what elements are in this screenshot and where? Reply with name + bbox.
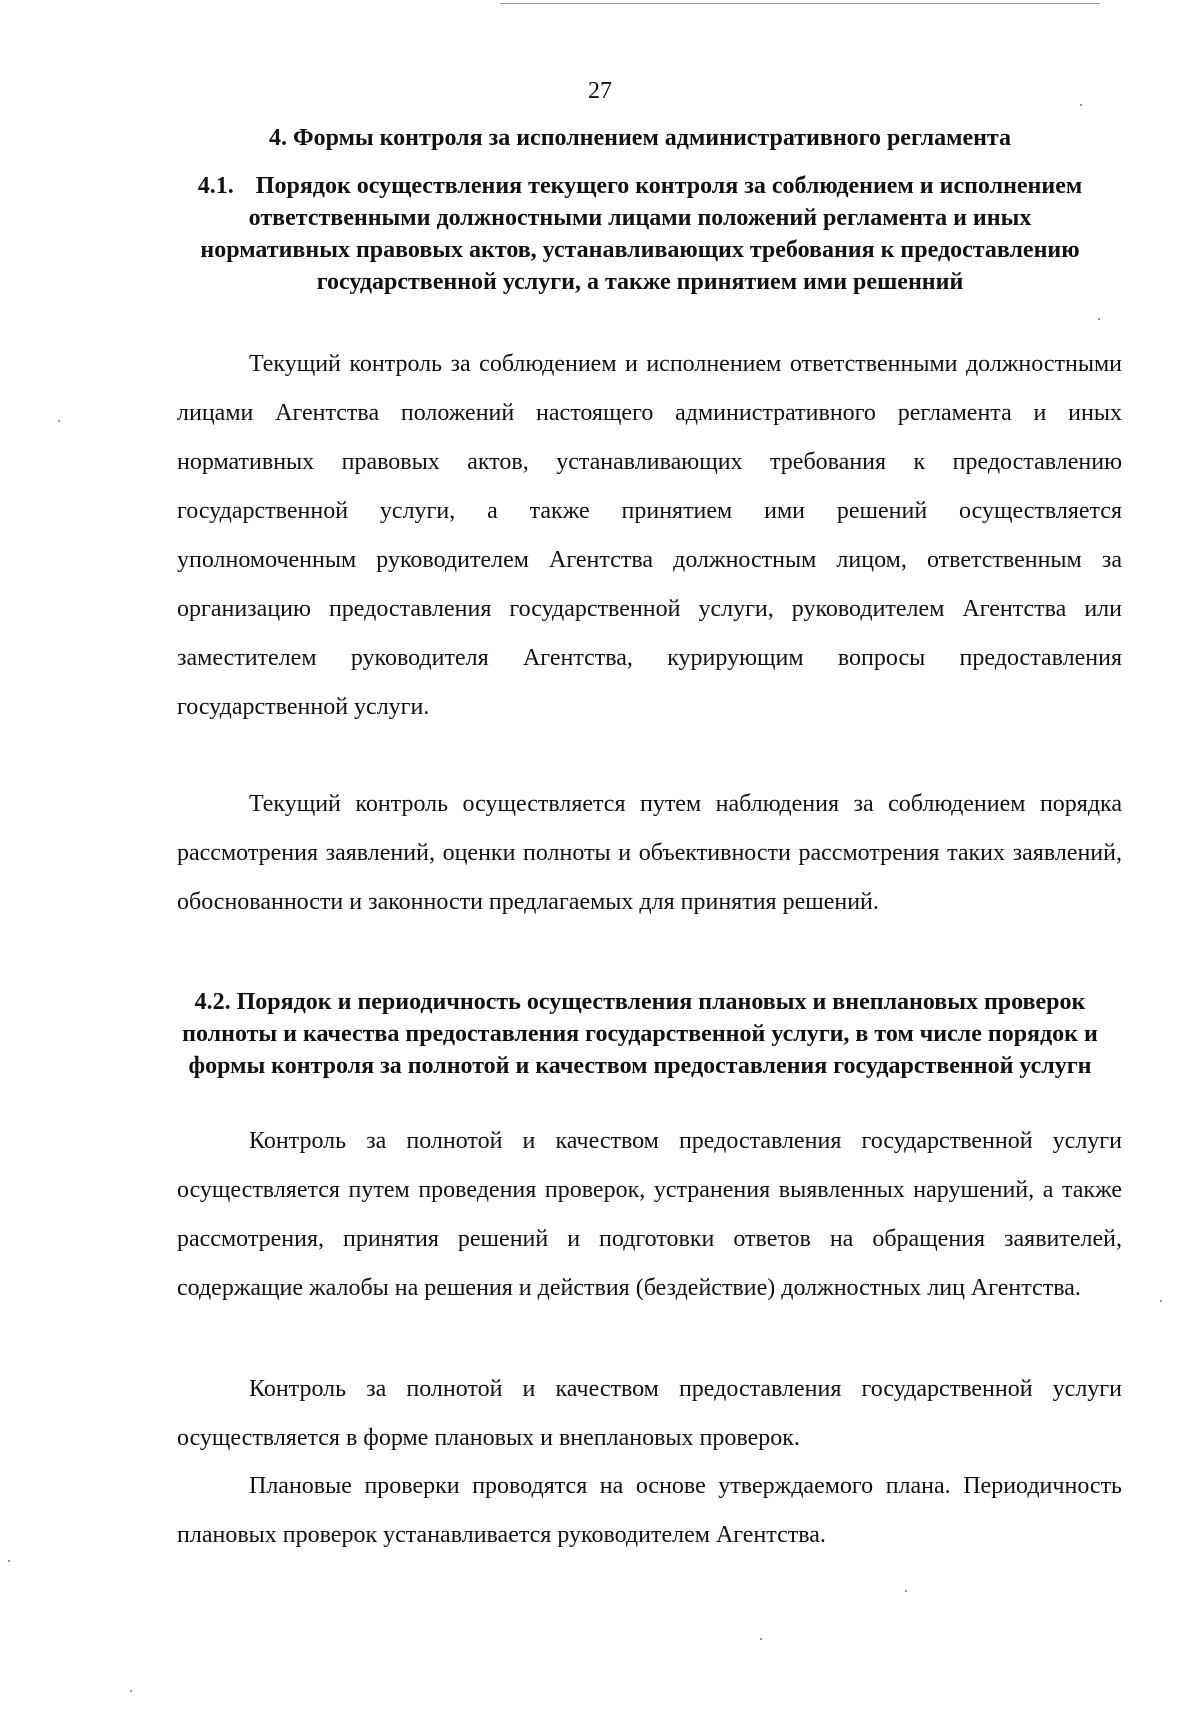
scan-speck [905, 1590, 907, 1592]
section-heading: 4. Формы контроля за исполнением административного регламента [268, 125, 1012, 151]
scan-speck [760, 1638, 762, 1640]
subsection-4-1-heading [180, 170, 1100, 298]
subsection-4-1-number: 4.1. [197, 173, 234, 199]
scan-speck [8, 1560, 10, 1562]
paragraph-current-control: Текущий контроль за соблюдением и исполнением ответственными должностными лицами Агентства положений настоящего административного регламента и иных нормативных правовых актов, устанавливающих требования к предоставлению государственной услуги, а также принятием ими решений осуществляется уполномоченным руководителем Агентства должностным лицом, ответственным за организацию предоставления государственной услуги, руководителем Агентства или заместителем руководителя Агентства, курирующим вопросы предоставления государственной услуги. [177, 351, 1122, 720]
scan-edge-line [500, 3, 1100, 4]
paragraph-quality-control: Контроль за полнотой и качеством предоставления государственной услуги осуществляется путем проведения проверок, устранения выявленных нарушений, а также рассмотрения, принятия решений и подготовки ответов на обращения заявителей, содержащие жалобы на решения и действия (бездействие) должностных лиц Агентства. [177, 1128, 1122, 1301]
page-number: 27 [588, 78, 612, 104]
paragraph-current-control-method: Текущий контроль осуществляется путем наблюдения за соблюдением порядка рассмотрения заявлений, оценки полноты и объективности рассмотрения таких заявлений, обоснованности и законности предлагаемых для принятия решений. [177, 791, 1122, 915]
scan-speck [1080, 104, 1082, 106]
scan-speck [58, 420, 60, 422]
scan-speck [130, 1690, 132, 1692]
paragraph-control-form: Контроль за полнотой и качеством предоставления государственной услуги осуществляется в форме плановых и внеплановых проверок. [177, 1376, 1122, 1451]
scan-speck [1098, 318, 1100, 320]
paragraph-planned-checks: Плановые проверки проводятся на основе утверждаемого плана. Периодичность плановых проверок устанавливается руководителем Агентства. [177, 1473, 1122, 1548]
subsection-4-1-title: Порядок осуществления текущего контроля за соблюдением и исполнением ответственными должностными лицами положений регламента и иных нормативных правовых актов, устанавливающих требования к предоставлению государственной услуги, а также принятием ими решенний [200, 173, 1083, 295]
scan-speck [1160, 1300, 1162, 1302]
subsection-4-2-heading: 4.2. Порядок и периодичность осуществления плановых и внеплановых проверок полноты и качества предоставления государственной услуги, в том числе порядок и формы контроля за полнотой и качеством предоставления государственной услугн [182, 989, 1098, 1079]
